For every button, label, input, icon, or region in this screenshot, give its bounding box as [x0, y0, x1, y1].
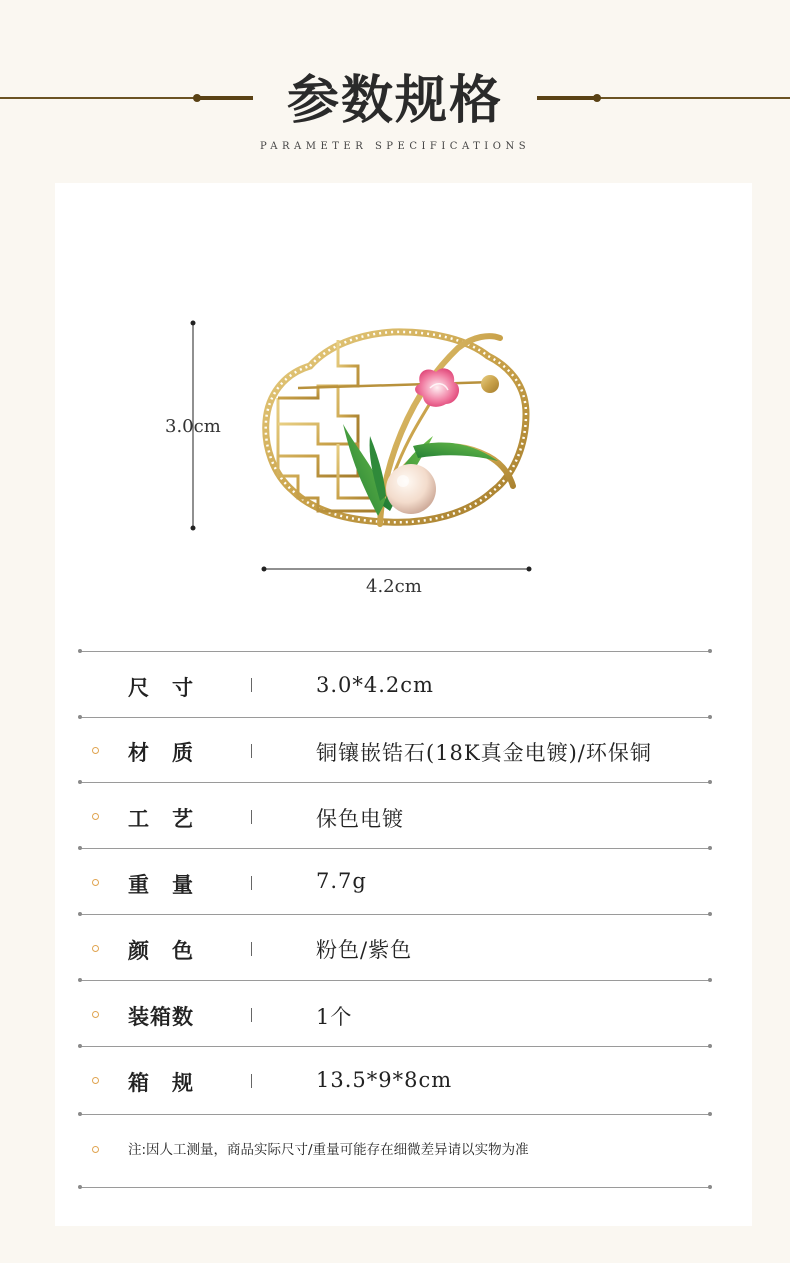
spec-separator: [251, 678, 252, 692]
spec-value: 1个: [316, 1005, 353, 1029]
spec-value: 铜镶嵌锆石(18K真金电镀)/环保铜: [316, 741, 652, 765]
spec-separator: [251, 810, 252, 824]
divider-dot: [708, 1185, 712, 1189]
divider-dot: [78, 1185, 82, 1189]
table-divider: [80, 1187, 710, 1188]
spec-separator: [251, 1008, 252, 1022]
brooch-image: [258, 326, 533, 531]
spec-row-color: [80, 914, 710, 980]
table-divider: [80, 1114, 710, 1115]
spec-row-pack-qty: [80, 980, 710, 1046]
spec-row-craft: [80, 782, 710, 848]
measurement-note: 注:因人工测量，商品实际尺寸/重量可能存在细微差异请以实物为准: [128, 1142, 529, 1158]
bullet-icon: [92, 879, 99, 886]
width-dimension-label: 4.2cm: [366, 576, 422, 597]
bullet-icon: [92, 1011, 99, 1018]
spec-row-material: [80, 717, 710, 783]
bullet-icon: [92, 945, 99, 952]
spec-row-size: [80, 651, 710, 717]
spec-label: 箱 规: [128, 1070, 194, 1095]
height-dimension-label: 3.0cm: [165, 416, 221, 437]
bullet-icon: [92, 813, 99, 820]
spec-separator: [251, 1074, 252, 1088]
spec-label: 颜 色: [128, 938, 194, 963]
page-subtitle: PARAMETER SPECIFICATIONS: [259, 141, 531, 152]
spec-row-weight: [80, 848, 710, 914]
spec-label: 尺 寸: [128, 675, 194, 700]
bullet-icon: [92, 747, 99, 754]
spec-value: 7.7g: [316, 869, 367, 893]
spec-separator: [251, 876, 252, 890]
divider-dot: [78, 1112, 82, 1116]
page-title: 参数规格: [286, 70, 503, 131]
spec-separator: [251, 744, 252, 758]
bullet-icon: [92, 1146, 99, 1153]
spec-value: 13.5*9*8cm: [316, 1068, 453, 1092]
spec-value: 粉色/紫色: [316, 938, 413, 962]
spec-label: 装箱数: [128, 1004, 194, 1029]
spec-label: 材 质: [128, 740, 194, 765]
divider-dot: [708, 1112, 712, 1116]
spec-value: 保色电镀: [316, 807, 404, 831]
spec-row-box-size: [80, 1046, 710, 1112]
spec-value: 3.0*4.2cm: [316, 673, 434, 697]
bullet-icon: [92, 1077, 99, 1084]
spec-separator: [251, 942, 252, 956]
spec-label: 重 量: [128, 872, 194, 897]
spec-label: 工 艺: [128, 806, 194, 831]
